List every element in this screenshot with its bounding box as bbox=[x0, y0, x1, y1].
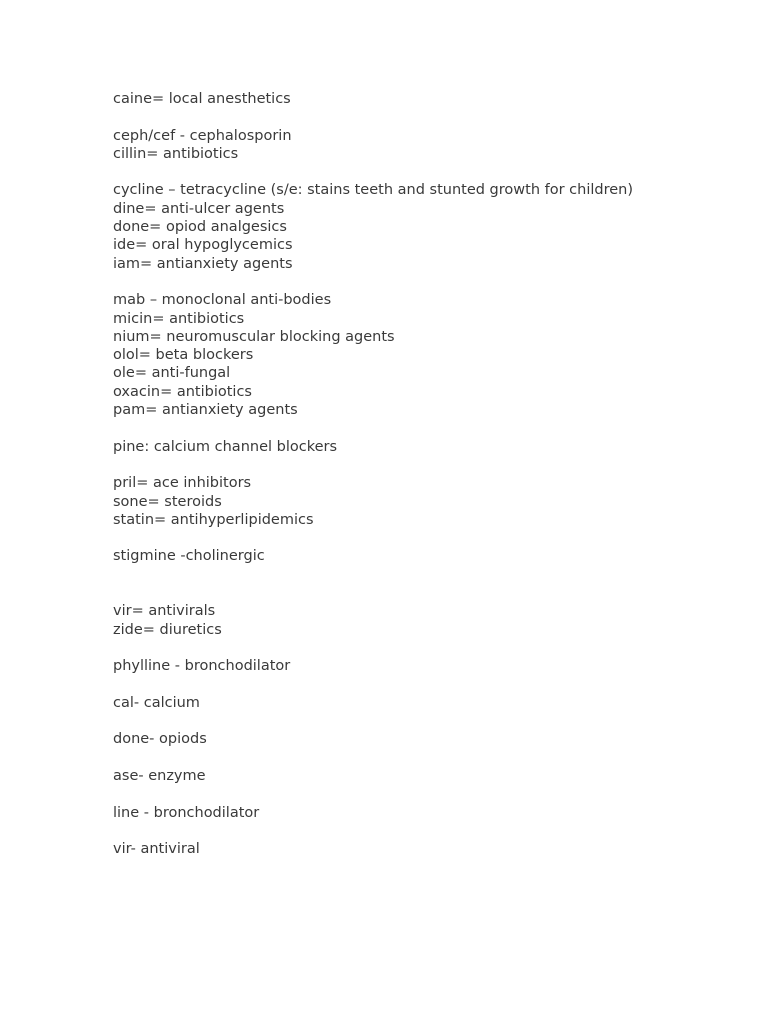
text-line: ceph/cef - cephalosporin bbox=[113, 127, 292, 144]
paragraph-mab bbox=[113, 291, 673, 419]
paragraph-cycline bbox=[113, 181, 673, 272]
text-line: cal- calcium bbox=[113, 694, 200, 711]
paragraph-line bbox=[113, 804, 673, 822]
text-line: ase- enzyme bbox=[113, 767, 206, 784]
text-line: phylline - bronchodilator bbox=[113, 658, 291, 675]
text-line: dine= anti-ulcer agents bbox=[113, 200, 285, 217]
text-line: vir- antiviral bbox=[113, 841, 200, 858]
paragraph-ceph bbox=[113, 127, 673, 164]
text-line: oxacin= antibiotics bbox=[113, 383, 252, 400]
document-body bbox=[113, 90, 673, 877]
paragraph-vir-zide bbox=[113, 602, 673, 639]
text-line: mab – monoclonal anti-bodies bbox=[113, 292, 332, 309]
text-line: caine= local anesthetics bbox=[113, 91, 291, 107]
text-line: zide= diuretics bbox=[113, 621, 222, 638]
paragraph-done bbox=[113, 730, 673, 748]
text-line: pril= ace inhibitors bbox=[113, 475, 252, 492]
paragraph-pine bbox=[113, 438, 673, 456]
paragraph-ase bbox=[113, 767, 673, 785]
text-line: statin= antihyperlipidemics bbox=[113, 511, 314, 528]
text-line: stigmine -cholinergic bbox=[113, 548, 265, 565]
paragraph-phylline bbox=[113, 657, 673, 675]
text-line: done= opiod analgesics bbox=[113, 219, 287, 236]
text-line: sone= steroids bbox=[113, 493, 222, 510]
paragraph-cal bbox=[113, 694, 673, 712]
text-line: cillin= antibiotics bbox=[113, 145, 239, 162]
text-line: nium= neuromuscular blocking agents bbox=[113, 328, 395, 345]
text-line: pam= antianxiety agents bbox=[113, 402, 298, 419]
paragraph-vir bbox=[113, 840, 673, 858]
paragraph-pril bbox=[113, 474, 673, 529]
text-line: iam= antianxiety agents bbox=[113, 255, 293, 272]
text-line: cycline – tetracycline (s/e: stains teeth and stunted growth for children) bbox=[113, 182, 634, 199]
text-line: micin= antibiotics bbox=[113, 310, 245, 327]
text-line: line - bronchodilator bbox=[113, 804, 260, 821]
text-line: ole= anti-fungal bbox=[113, 365, 231, 382]
text-line: ide= oral hypoglycemics bbox=[113, 237, 293, 254]
text-line: olol= beta blockers bbox=[113, 347, 254, 364]
text-line: vir= antivirals bbox=[113, 603, 216, 620]
text-line: pine: calcium channel blockers bbox=[113, 438, 338, 455]
paragraph-stigmine bbox=[113, 547, 673, 565]
paragraph-caine bbox=[113, 90, 673, 108]
text-line: done- opiods bbox=[113, 731, 207, 748]
